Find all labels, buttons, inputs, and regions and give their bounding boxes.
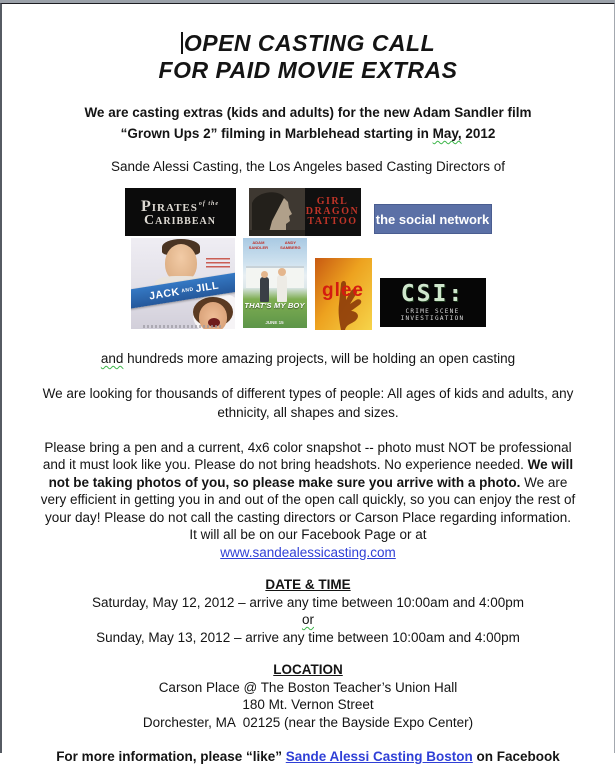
page-title	[40, 30, 576, 84]
looking-for-paragraph: We are looking for thousands of different types of people: All ages of kids and adults, any ethnicity, all shapes and sizes.	[42, 385, 574, 420]
woman-profile-image	[249, 188, 305, 236]
photo-instructions-paragraph: Please bring a pen and a current, 4x6 color snapshot -- photo must NOT be professional and it must look like you. Please do not bring headshots. No experience needed. We will not be taking photos of you, so please make sure you arrive with a photo. We are very efficient in getting you in and out of the open call quickly, so you can enjoy the rest of your day! Please do not call the casting directors or Carson Place regarding information. It will all be on our Facebook Page or at www.sandealessicasting.com	[40, 439, 576, 560]
grammar-squiggle-may: May,	[432, 126, 462, 141]
date-time-heading: DATE & TIME	[265, 577, 351, 592]
jack-and-jill-title-banner: JACK AND JILL	[131, 271, 235, 309]
location-street-line: 180 Mt. Vernon Street	[242, 697, 374, 712]
poster-jack-and-jill	[131, 238, 235, 329]
document-content	[2, 30, 614, 765]
credits-line: Sande Alessi Casting, the Los Angeles based Casting Directors of	[111, 159, 505, 174]
grammar-squiggle-and: and	[100, 351, 124, 366]
location-city-line: Dorchester, MA 02125 (near the Bayside Expo Center)	[142, 714, 474, 730]
location-venue-line: Carson Place @ The Boston Teacher’s Union Hall	[158, 679, 458, 695]
poster-row-2	[40, 238, 576, 330]
poster-pirates-of-the-caribbean: Pirates$^{of the}$ Caribbean	[125, 188, 236, 236]
poster-thats-my-boy: ADAM SANDLER ANDY SAMBERG THAT'S MY BOY JUNE 15	[243, 238, 307, 328]
grammar-squiggle-or: or	[301, 612, 314, 627]
footer-facebook-line: For more information, please “like” Sande Alessi Casting Boston on Facebook	[56, 749, 560, 764]
title-line-1	[40, 30, 576, 57]
document-page	[0, 3, 615, 764]
open-casting-line: and hundreds more amazing projects, will be holding an open casting	[100, 351, 516, 366]
poster-credits-strip	[143, 325, 222, 328]
tagline-text-block	[206, 258, 230, 270]
intro-line-2: “Grown Ups 2” filming in Marblehead starting in May, 2012	[120, 126, 496, 141]
poster-glee: glee	[315, 258, 372, 330]
location-heading: LOCATION	[273, 662, 343, 677]
intro-line-1: We are casting extras (kids and adults) for the new Adam Sandler film	[84, 105, 532, 120]
bold-no-photos-note: We will not be taking photos of you, so please make sure you arrive with a photo.	[48, 457, 574, 490]
website-link[interactable]: www.sandealessicasting.com	[220, 544, 396, 560]
intro-paragraph	[40, 102, 576, 144]
mansion-image	[246, 266, 304, 288]
facebook-page-link[interactable]: Sande Alessi Casting Boston	[285, 749, 473, 764]
poster-row-1	[40, 188, 576, 236]
title-text-1: OPEN CASTING CALL	[183, 30, 436, 56]
text-cursor	[181, 32, 183, 54]
date-or-line	[40, 611, 576, 629]
date-line-sunday: Sunday, May 13, 2012 – arrive any time between 10:00am and 4:00pm	[96, 629, 520, 645]
poster-csi: CSI: CRIME SCENE INVESTIGATION	[380, 278, 486, 327]
poster-girl-with-dragon-tattoo: GIRL DRAGON TATTOO	[249, 188, 361, 236]
poster-gallery	[40, 188, 576, 330]
title-line-2: FOR PAID MOVIE EXTRAS	[158, 57, 458, 83]
poster-the-social-network: the social network	[374, 204, 492, 234]
date-line-saturday: Saturday, May 12, 2012 – arrive any time between 10:00am and 4:00pm	[91, 594, 524, 610]
